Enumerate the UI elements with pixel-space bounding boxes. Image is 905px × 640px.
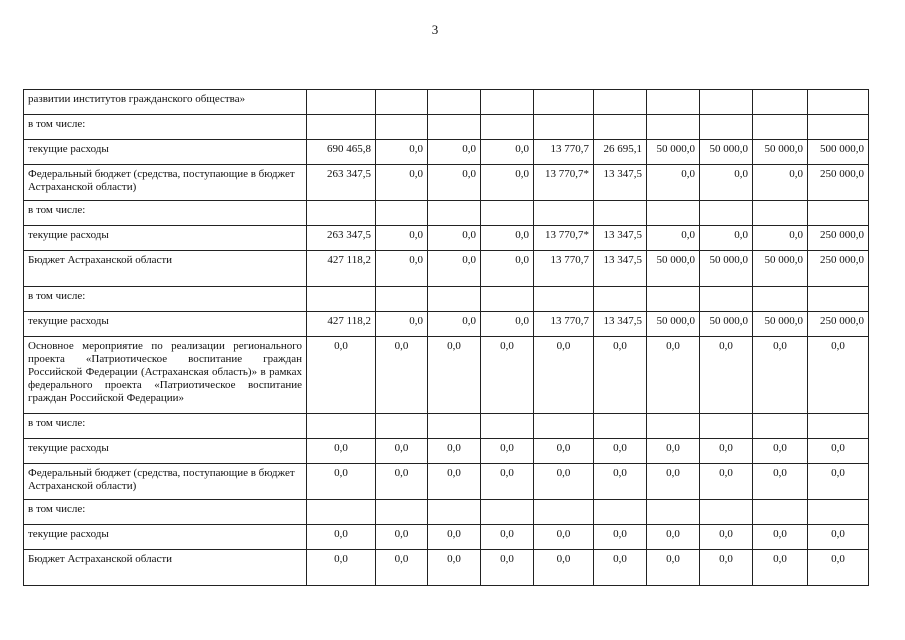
value-cell	[481, 287, 534, 312]
value-cell: 0,0	[594, 439, 647, 464]
value-cell	[808, 414, 869, 439]
row-label: Бюджет Астраханской области	[24, 251, 307, 287]
row-label: в том числе:	[24, 287, 307, 312]
value-cell	[428, 287, 481, 312]
value-cell	[647, 90, 700, 115]
value-cell: 0,0	[481, 312, 534, 337]
value-cell: 0,0	[808, 525, 869, 550]
value-cell: 0,0	[700, 226, 753, 251]
value-cell: 0,0	[428, 439, 481, 464]
value-cell	[376, 90, 428, 115]
row-label: текущие расходы	[24, 140, 307, 165]
table-row	[24, 525, 869, 550]
value-cell	[481, 201, 534, 226]
value-cell: 0,0	[753, 550, 808, 586]
value-cell	[700, 115, 753, 140]
value-cell: 50 000,0	[647, 140, 700, 165]
value-cell: 0,0	[534, 439, 594, 464]
value-cell: 50 000,0	[753, 312, 808, 337]
table-row	[24, 90, 869, 115]
value-cell: 26 695,1	[594, 140, 647, 165]
row-label: Федеральный бюджет (средства, поступающие в бюджет Астраханской области)	[24, 464, 307, 500]
table-row	[24, 312, 869, 337]
value-cell: 0,0	[594, 464, 647, 500]
value-cell: 0,0	[753, 226, 808, 251]
row-label: Федеральный бюджет (средства, поступающие в бюджет Астраханской области)	[24, 165, 307, 201]
value-cell: 13 770,7*	[534, 165, 594, 201]
value-cell: 13 347,5	[594, 165, 647, 201]
value-cell	[594, 201, 647, 226]
value-cell	[534, 414, 594, 439]
page-number: 3	[431, 22, 439, 37]
value-cell: 250 000,0	[808, 226, 869, 251]
value-cell: 0,0	[647, 439, 700, 464]
value-cell: 0,0	[376, 525, 428, 550]
value-cell	[700, 201, 753, 226]
value-cell: 0,0	[428, 312, 481, 337]
value-cell	[647, 115, 700, 140]
value-cell: 0,0	[647, 550, 700, 586]
value-cell: 250 000,0	[808, 312, 869, 337]
row-label: в том числе:	[24, 201, 307, 226]
value-cell: 0,0	[481, 226, 534, 251]
value-cell: 50 000,0	[647, 251, 700, 287]
value-cell: 0,0	[428, 525, 481, 550]
value-cell: 0,0	[647, 226, 700, 251]
value-cell: 0,0	[376, 464, 428, 500]
value-cell: 50 000,0	[647, 312, 700, 337]
table-row	[24, 140, 869, 165]
value-cell	[376, 201, 428, 226]
value-cell	[753, 500, 808, 525]
value-cell	[808, 500, 869, 525]
value-total	[307, 201, 376, 226]
value-cell: 0,0	[753, 337, 808, 414]
value-total	[307, 414, 376, 439]
value-cell: 13 770,7	[534, 140, 594, 165]
value-cell	[594, 115, 647, 140]
value-cell	[376, 287, 428, 312]
value-cell: 13 770,7	[534, 312, 594, 337]
value-cell: 0,0	[700, 439, 753, 464]
table-row	[24, 165, 869, 201]
value-cell	[428, 90, 481, 115]
table-row	[24, 439, 869, 464]
value-cell	[808, 115, 869, 140]
value-cell: 0,0	[808, 337, 869, 414]
value-cell	[428, 414, 481, 439]
value-total	[307, 90, 376, 115]
value-cell	[594, 500, 647, 525]
value-cell	[534, 500, 594, 525]
value-cell	[376, 500, 428, 525]
value-cell: 0,0	[700, 550, 753, 586]
row-label: текущие расходы	[24, 226, 307, 251]
value-cell	[808, 287, 869, 312]
value-cell	[700, 414, 753, 439]
value-cell	[753, 414, 808, 439]
value-total	[307, 115, 376, 140]
value-cell	[647, 201, 700, 226]
value-cell: 0,0	[376, 312, 428, 337]
row-label: в том числе:	[24, 115, 307, 140]
value-cell: 0,0	[534, 337, 594, 414]
value-cell: 0,0	[481, 525, 534, 550]
value-cell: 0,0	[376, 140, 428, 165]
value-cell	[808, 201, 869, 226]
value-total: 0,0	[307, 464, 376, 500]
table-row	[24, 414, 869, 439]
table-row	[24, 550, 869, 586]
value-cell	[376, 115, 428, 140]
value-cell	[753, 115, 808, 140]
table-row	[24, 464, 869, 500]
value-total: 427 118,2	[307, 251, 376, 287]
value-cell: 13 770,7*	[534, 226, 594, 251]
value-cell: 0,0	[700, 464, 753, 500]
value-cell: 0,0	[376, 439, 428, 464]
value-cell: 0,0	[753, 525, 808, 550]
value-cell: 0,0	[376, 251, 428, 287]
value-cell: 0,0	[534, 550, 594, 586]
value-cell: 13 347,5	[594, 226, 647, 251]
value-cell	[753, 90, 808, 115]
row-label: Основное мероприятие по реализации регионального проекта «Патриотическое воспитание граждан Российской Федерации (Астраханская область)» в рамках федерального проекта «Патриотическое воспитание граждан Российской Федерации»	[24, 337, 307, 414]
value-cell: 0,0	[594, 550, 647, 586]
value-cell: 0,0	[376, 337, 428, 414]
value-cell: 0,0	[700, 525, 753, 550]
value-cell: 13 347,5	[594, 312, 647, 337]
value-cell	[753, 201, 808, 226]
table-row	[24, 201, 869, 226]
value-cell: 0,0	[753, 165, 808, 201]
value-cell: 0,0	[428, 165, 481, 201]
value-cell	[376, 414, 428, 439]
budget-table	[23, 89, 869, 586]
row-label: текущие расходы	[24, 439, 307, 464]
row-label: текущие расходы	[24, 525, 307, 550]
value-total: 0,0	[307, 337, 376, 414]
value-cell: 250 000,0	[808, 165, 869, 201]
value-cell: 0,0	[534, 464, 594, 500]
value-cell: 50 000,0	[753, 251, 808, 287]
value-cell: 0,0	[376, 550, 428, 586]
value-cell	[428, 500, 481, 525]
value-cell	[700, 90, 753, 115]
value-total	[307, 500, 376, 525]
value-cell	[647, 414, 700, 439]
table-row	[24, 115, 869, 140]
value-cell: 50 000,0	[700, 312, 753, 337]
table-row	[24, 226, 869, 251]
value-cell: 0,0	[808, 439, 869, 464]
row-label: в том числе:	[24, 414, 307, 439]
value-total: 0,0	[307, 439, 376, 464]
table-row	[24, 251, 869, 287]
value-cell: 0,0	[428, 226, 481, 251]
value-cell	[647, 500, 700, 525]
value-cell: 0,0	[647, 464, 700, 500]
value-cell: 0,0	[753, 439, 808, 464]
value-cell	[481, 90, 534, 115]
value-cell: 0,0	[481, 140, 534, 165]
value-cell	[700, 287, 753, 312]
value-cell	[594, 90, 647, 115]
value-cell: 50 000,0	[700, 251, 753, 287]
value-cell	[808, 90, 869, 115]
row-label: Бюджет Астраханской области	[24, 550, 307, 586]
value-cell: 0,0	[647, 165, 700, 201]
value-cell	[481, 414, 534, 439]
value-cell: 0,0	[428, 550, 481, 586]
value-total	[307, 287, 376, 312]
value-cell: 0,0	[808, 550, 869, 586]
row-label: развитии институтов гражданского общества»	[24, 90, 307, 115]
value-cell: 0,0	[534, 525, 594, 550]
value-cell	[700, 500, 753, 525]
value-total: 690 465,8	[307, 140, 376, 165]
value-cell: 0,0	[428, 464, 481, 500]
value-cell: 13 347,5	[594, 251, 647, 287]
value-cell: 0,0	[481, 550, 534, 586]
value-cell: 0,0	[808, 464, 869, 500]
value-cell	[481, 500, 534, 525]
value-cell: 0,0	[700, 337, 753, 414]
value-cell: 50 000,0	[700, 140, 753, 165]
value-cell	[753, 287, 808, 312]
value-cell: 0,0	[481, 337, 534, 414]
value-cell	[534, 201, 594, 226]
value-cell	[534, 287, 594, 312]
value-cell: 0,0	[594, 337, 647, 414]
value-cell: 250 000,0	[808, 251, 869, 287]
value-cell: 0,0	[753, 464, 808, 500]
row-label: в том числе:	[24, 500, 307, 525]
value-cell	[534, 115, 594, 140]
value-cell	[594, 287, 647, 312]
value-cell: 13 770,7	[534, 251, 594, 287]
value-total: 427 118,2	[307, 312, 376, 337]
value-total: 263 347,5	[307, 226, 376, 251]
value-total: 263 347,5	[307, 165, 376, 201]
value-cell: 50 000,0	[753, 140, 808, 165]
value-cell: 0,0	[594, 525, 647, 550]
value-cell: 0,0	[700, 165, 753, 201]
row-label: текущие расходы	[24, 312, 307, 337]
value-cell: 0,0	[428, 251, 481, 287]
table-row	[24, 337, 869, 414]
value-cell: 0,0	[481, 165, 534, 201]
value-cell	[534, 90, 594, 115]
value-total: 0,0	[307, 525, 376, 550]
value-cell	[594, 414, 647, 439]
value-cell	[647, 287, 700, 312]
table-row	[24, 287, 869, 312]
value-cell: 0,0	[647, 337, 700, 414]
value-cell	[481, 115, 534, 140]
value-cell: 0,0	[376, 226, 428, 251]
value-cell: 0,0	[428, 140, 481, 165]
value-cell	[428, 115, 481, 140]
value-cell: 0,0	[481, 464, 534, 500]
value-cell: 0,0	[481, 439, 534, 464]
value-cell	[428, 201, 481, 226]
value-cell: 0,0	[647, 525, 700, 550]
value-cell: 500 000,0	[808, 140, 869, 165]
value-total: 0,0	[307, 550, 376, 586]
value-cell: 0,0	[428, 337, 481, 414]
table-row	[24, 500, 869, 525]
value-cell: 0,0	[376, 165, 428, 201]
value-cell: 0,0	[481, 251, 534, 287]
